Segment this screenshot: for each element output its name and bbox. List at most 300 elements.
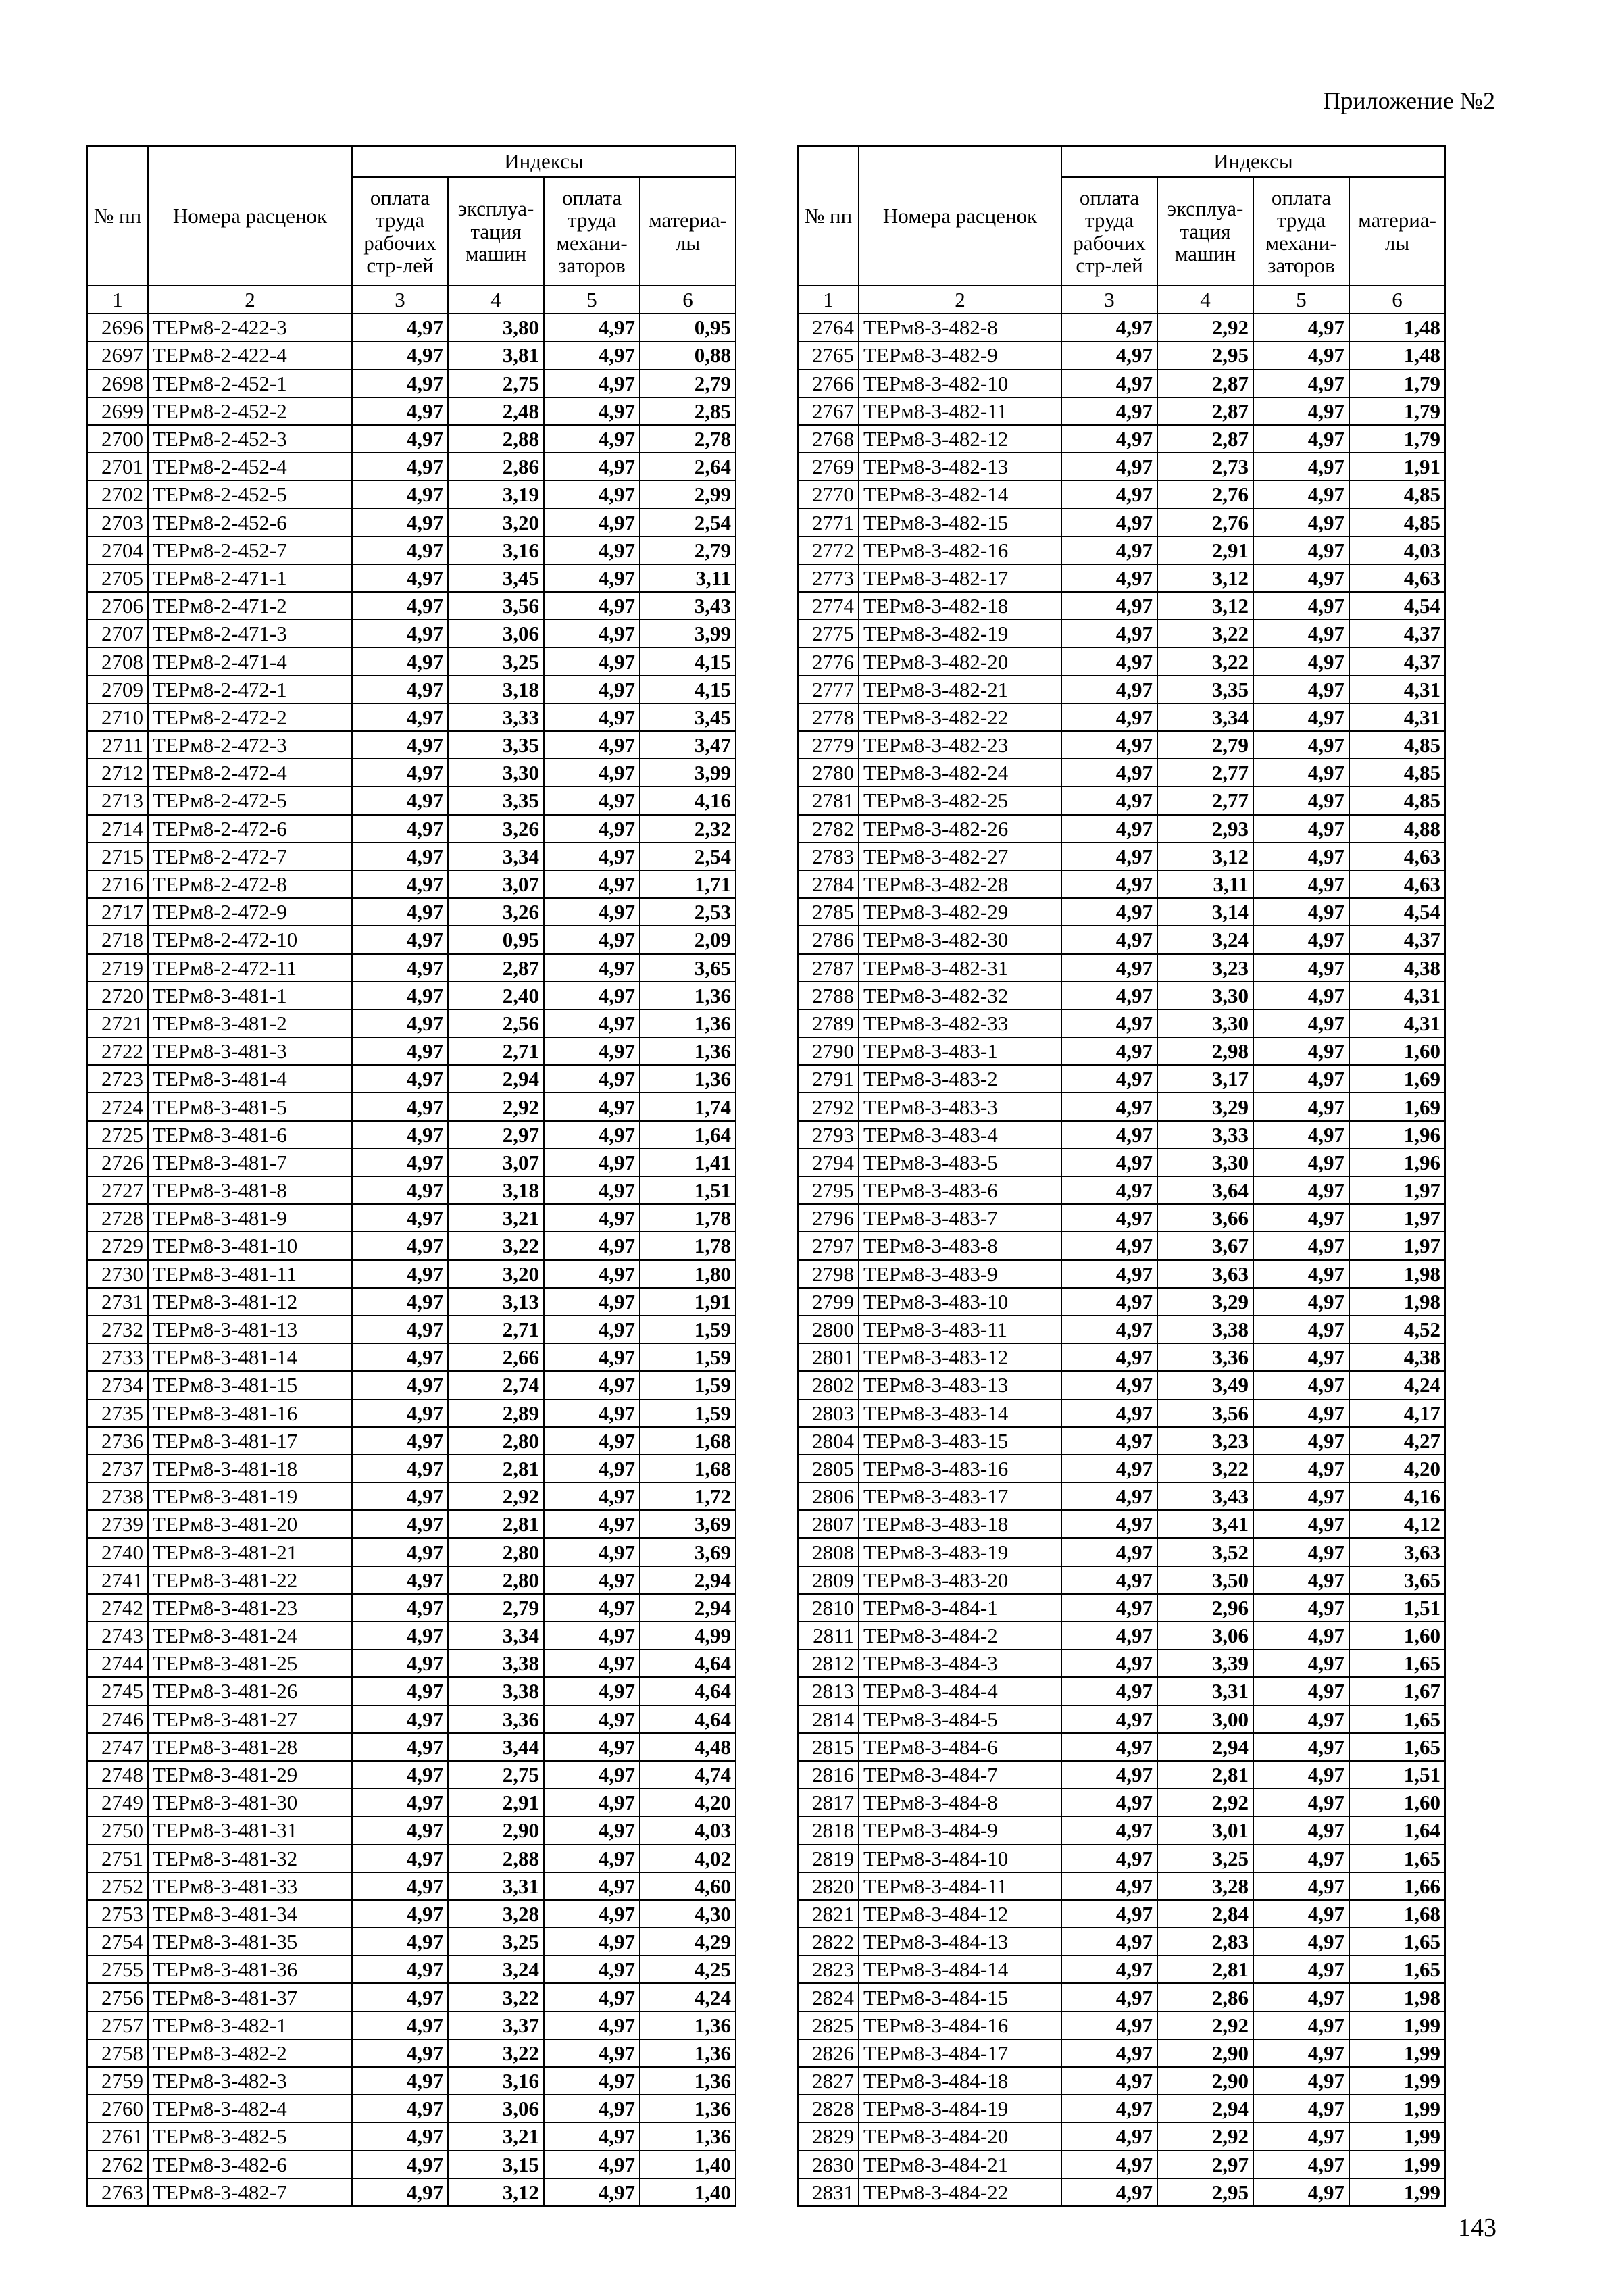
materials-index: 3,69 xyxy=(640,1510,736,1538)
materials-index: 4,99 xyxy=(640,1622,736,1649)
labor-index: 4,97 xyxy=(1061,2067,1157,2095)
table-row xyxy=(87,1594,736,1622)
mech-index: 4,97 xyxy=(1253,509,1349,536)
materials-index: 4,63 xyxy=(1349,564,1445,592)
row-number: 2734 xyxy=(87,1371,148,1399)
labor-index: 4,97 xyxy=(1061,1427,1157,1455)
rate-code: ТЕРм8-3-481-13 xyxy=(148,1316,352,1343)
labor-index: 4,97 xyxy=(352,926,448,953)
labor-index: 4,97 xyxy=(1061,2039,1157,2067)
labor-index: 4,97 xyxy=(352,2039,448,2067)
row-number: 2798 xyxy=(798,1260,859,1288)
row-number: 2709 xyxy=(87,676,148,703)
row-number: 2754 xyxy=(87,1928,148,1955)
materials-index: 4,38 xyxy=(1349,1343,1445,1371)
materials-index: 1,60 xyxy=(1349,1789,1445,1816)
table-row xyxy=(87,954,736,982)
materials-index: 4,63 xyxy=(1349,843,1445,870)
mech-index: 4,97 xyxy=(1253,480,1349,508)
table-row xyxy=(87,2178,736,2206)
materials-index: 1,60 xyxy=(1349,1622,1445,1649)
machines-index: 2,88 xyxy=(448,425,544,453)
mech-index: 4,97 xyxy=(544,536,640,564)
materials-index: 2,54 xyxy=(640,509,736,536)
labor-index: 4,97 xyxy=(1061,620,1157,647)
mech-index: 4,97 xyxy=(544,2151,640,2178)
rate-code: ТЕРм8-3-484-8 xyxy=(859,1789,1061,1816)
labor-index: 4,97 xyxy=(352,1149,448,1176)
table-row xyxy=(87,2067,736,2095)
labor-index: 4,97 xyxy=(1061,2095,1157,2122)
rate-code: ТЕРм8-2-471-1 xyxy=(148,564,352,592)
machines-index: 3,38 xyxy=(1157,1316,1253,1343)
machines-index: 3,67 xyxy=(1157,1232,1253,1259)
rate-code: ТЕРм8-3-482-27 xyxy=(859,843,1061,870)
rate-code: ТЕРм8-3-484-10 xyxy=(859,1845,1061,1872)
mech-index: 4,97 xyxy=(1253,1649,1349,1677)
labor-index: 4,97 xyxy=(352,1343,448,1371)
rate-code: ТЕРм8-3-482-17 xyxy=(859,564,1061,592)
row-number: 2811 xyxy=(798,1622,859,1649)
labor-index: 4,97 xyxy=(1061,2151,1157,2178)
materials-index: 1,36 xyxy=(640,2095,736,2122)
machines-index: 3,22 xyxy=(448,1983,544,2011)
col-header-pp: № пп xyxy=(87,146,148,286)
row-number: 2777 xyxy=(798,676,859,703)
header-line: заторов xyxy=(1267,253,1335,277)
machines-index: 3,28 xyxy=(1157,1872,1253,1900)
machines-index: 2,79 xyxy=(448,1594,544,1622)
table-row xyxy=(798,592,1445,620)
materials-index: 4,64 xyxy=(640,1649,736,1677)
materials-index: 1,65 xyxy=(1349,1649,1445,1677)
machines-index: 3,12 xyxy=(1157,564,1253,592)
rate-code: ТЕРм8-3-484-9 xyxy=(859,1816,1061,1844)
machines-index: 2,93 xyxy=(1157,815,1253,843)
materials-index: 1,65 xyxy=(1349,1733,1445,1761)
mech-index: 4,97 xyxy=(544,509,640,536)
machines-index: 3,81 xyxy=(448,341,544,369)
mech-index: 4,97 xyxy=(1253,1872,1349,1900)
table-row xyxy=(87,1482,736,1510)
labor-index: 4,97 xyxy=(352,676,448,703)
materials-index: 1,96 xyxy=(1349,1121,1445,1149)
mech-index: 4,97 xyxy=(1253,1093,1349,1120)
machines-index: 3,35 xyxy=(448,731,544,759)
header-line: механи- xyxy=(1265,230,1337,255)
table-row xyxy=(798,843,1445,870)
machines-index: 3,33 xyxy=(448,703,544,731)
table-row xyxy=(87,1510,736,1538)
mech-index: 4,97 xyxy=(1253,2122,1349,2150)
materials-index: 1,66 xyxy=(1349,1872,1445,1900)
table-row xyxy=(87,2122,736,2150)
row-number: 2703 xyxy=(87,509,148,536)
labor-index: 4,97 xyxy=(1061,592,1157,620)
rate-code: ТЕРм8-3-484-22 xyxy=(859,2178,1061,2206)
table-row xyxy=(798,1900,1445,1928)
rate-code: ТЕРм8-3-483-2 xyxy=(859,1065,1061,1093)
rate-code: ТЕРм8-3-484-20 xyxy=(859,2122,1061,2150)
row-number: 2821 xyxy=(798,1900,859,1928)
header-line: труда xyxy=(375,208,425,232)
rate-code: ТЕРм8-3-483-4 xyxy=(859,1121,1061,1149)
row-number: 2715 xyxy=(87,843,148,870)
labor-index: 4,97 xyxy=(1061,703,1157,731)
machines-index: 2,94 xyxy=(448,1065,544,1093)
mech-index: 4,97 xyxy=(1253,564,1349,592)
machines-index: 3,56 xyxy=(1157,1399,1253,1427)
rate-code: ТЕРм8-2-471-3 xyxy=(148,620,352,647)
row-number: 2712 xyxy=(87,759,148,787)
row-number: 2818 xyxy=(798,1816,859,1844)
labor-index: 4,97 xyxy=(352,1928,448,1955)
mech-index: 4,97 xyxy=(1253,1149,1349,1176)
machines-index: 3,20 xyxy=(448,509,544,536)
row-number: 2823 xyxy=(798,1955,859,1983)
mech-index: 4,97 xyxy=(1253,1705,1349,1733)
table-row xyxy=(798,1845,1445,1872)
materials-index: 1,98 xyxy=(1349,1260,1445,1288)
materials-index: 1,51 xyxy=(1349,1594,1445,1622)
labor-index: 4,97 xyxy=(1061,1761,1157,1789)
table-row xyxy=(87,1149,736,1176)
mech-index: 4,97 xyxy=(544,1816,640,1844)
rate-code: ТЕРм8-3-484-19 xyxy=(859,2095,1061,2122)
labor-index: 4,97 xyxy=(1061,898,1157,926)
labor-index: 4,97 xyxy=(352,759,448,787)
mech-index: 4,97 xyxy=(544,1343,640,1371)
table-row xyxy=(798,564,1445,592)
mech-index: 4,97 xyxy=(544,954,640,982)
materials-index: 1,91 xyxy=(640,1288,736,1316)
mech-index: 4,97 xyxy=(1253,676,1349,703)
materials-index: 1,65 xyxy=(1349,1845,1445,1872)
rate-code: ТЕРм8-3-482-6 xyxy=(148,2151,352,2178)
rate-code: ТЕРм8-3-484-14 xyxy=(859,1955,1061,1983)
labor-index: 4,97 xyxy=(1061,1232,1157,1259)
rate-code: ТЕРм8-3-483-3 xyxy=(859,1093,1061,1120)
mech-index: 4,97 xyxy=(1253,370,1349,397)
rate-code: ТЕРм8-3-484-4 xyxy=(859,1677,1061,1705)
rate-code: ТЕРм8-2-472-10 xyxy=(148,926,352,953)
table-row xyxy=(87,1677,736,1705)
labor-index: 4,97 xyxy=(352,1455,448,1482)
col-header-materials xyxy=(1349,177,1445,286)
machines-index: 2,76 xyxy=(1157,509,1253,536)
materials-index: 3,99 xyxy=(640,759,736,787)
materials-index: 4,24 xyxy=(640,1983,736,2011)
mech-index: 4,97 xyxy=(1253,898,1349,926)
header-line: рабочих xyxy=(1073,230,1146,255)
row-number: 2720 xyxy=(87,982,148,1009)
materials-index: 4,52 xyxy=(1349,1316,1445,1343)
mech-index: 4,97 xyxy=(544,2039,640,2067)
rate-code: ТЕРм8-2-422-4 xyxy=(148,341,352,369)
rate-code: ТЕРм8-3-481-37 xyxy=(148,1983,352,2011)
materials-index: 2,78 xyxy=(640,425,736,453)
materials-index: 1,99 xyxy=(1349,2067,1445,2095)
row-number: 2781 xyxy=(798,787,859,814)
row-number: 2831 xyxy=(798,2178,859,2206)
rate-code: ТЕРм8-2-472-3 xyxy=(148,731,352,759)
machines-index: 3,52 xyxy=(1157,1538,1253,1566)
mech-index: 4,97 xyxy=(1253,2067,1349,2095)
col-number: 5 xyxy=(544,286,640,314)
labor-index: 4,97 xyxy=(352,1232,448,1259)
machines-index: 2,81 xyxy=(448,1455,544,1482)
mech-index: 4,97 xyxy=(544,815,640,843)
row-number: 2763 xyxy=(87,2178,148,2206)
mech-index: 4,97 xyxy=(1253,620,1349,647)
mech-index: 4,97 xyxy=(1253,1455,1349,1482)
table-row xyxy=(87,2095,736,2122)
rate-code: ТЕРм8-3-484-3 xyxy=(859,1649,1061,1677)
header-line: эксплуа- xyxy=(457,197,534,221)
table-row xyxy=(798,341,1445,369)
labor-index: 4,97 xyxy=(1061,1316,1157,1343)
mech-index: 4,97 xyxy=(544,2122,640,2150)
mech-index: 4,97 xyxy=(544,843,640,870)
col-header-labor xyxy=(352,177,448,286)
materials-index: 4,85 xyxy=(1349,731,1445,759)
table-row xyxy=(798,1816,1445,1844)
row-number: 2802 xyxy=(798,1371,859,1399)
machines-index: 2,92 xyxy=(1157,2122,1253,2150)
table-row xyxy=(798,1260,1445,1288)
row-number: 2743 xyxy=(87,1622,148,1649)
row-number: 2819 xyxy=(798,1845,859,1872)
table-row xyxy=(87,1538,736,1566)
labor-index: 4,97 xyxy=(1061,1176,1157,1204)
row-number: 2714 xyxy=(87,815,148,843)
materials-index: 1,96 xyxy=(1349,1149,1445,1176)
machines-index: 3,34 xyxy=(448,1622,544,1649)
table-row xyxy=(798,2178,1445,2206)
labor-index: 4,97 xyxy=(1061,1566,1157,1594)
materials-index: 4,63 xyxy=(1349,870,1445,898)
machines-index: 3,39 xyxy=(1157,1649,1253,1677)
labor-index: 4,97 xyxy=(352,314,448,341)
col-number: 4 xyxy=(448,286,544,314)
row-number: 2827 xyxy=(798,2067,859,2095)
mech-index: 4,97 xyxy=(544,1705,640,1733)
machines-index: 0,95 xyxy=(448,926,544,953)
machines-index: 2,84 xyxy=(1157,1900,1253,1928)
materials-index: 4,02 xyxy=(640,1845,736,1872)
row-number: 2731 xyxy=(87,1288,148,1316)
rate-code: ТЕРм8-3-482-16 xyxy=(859,536,1061,564)
machines-index: 2,88 xyxy=(448,1845,544,1872)
row-number: 2785 xyxy=(798,898,859,926)
mech-index: 4,97 xyxy=(544,703,640,731)
materials-index: 3,47 xyxy=(640,731,736,759)
materials-index: 1,69 xyxy=(1349,1065,1445,1093)
materials-index: 1,78 xyxy=(640,1204,736,1232)
mech-index: 4,97 xyxy=(1253,1204,1349,1232)
machines-index: 2,87 xyxy=(1157,397,1253,425)
materials-index: 1,79 xyxy=(1349,425,1445,453)
table-row xyxy=(87,843,736,870)
table-row xyxy=(87,1065,736,1093)
table-row xyxy=(798,1872,1445,1900)
row-number: 2773 xyxy=(798,564,859,592)
rate-code: ТЕРм8-3-481-29 xyxy=(148,1761,352,1789)
machines-index: 3,16 xyxy=(448,2067,544,2095)
row-number: 2813 xyxy=(798,1677,859,1705)
labor-index: 4,97 xyxy=(352,536,448,564)
mech-index: 4,97 xyxy=(1253,1677,1349,1705)
labor-index: 4,97 xyxy=(352,843,448,870)
row-number: 2748 xyxy=(87,1761,148,1789)
row-number: 2787 xyxy=(798,954,859,982)
mech-index: 4,97 xyxy=(1253,647,1349,675)
machines-index: 3,30 xyxy=(1157,982,1253,1009)
mech-index: 4,97 xyxy=(544,480,640,508)
labor-index: 4,97 xyxy=(352,1789,448,1816)
machines-index: 3,28 xyxy=(448,1900,544,1928)
table-row xyxy=(798,1677,1445,1705)
machines-index: 2,91 xyxy=(1157,536,1253,564)
rate-code: ТЕРм8-3-481-33 xyxy=(148,1872,352,1900)
machines-index: 2,98 xyxy=(1157,1037,1253,1065)
mech-index: 4,97 xyxy=(544,1677,640,1705)
machines-index: 3,21 xyxy=(448,2122,544,2150)
materials-index: 1,78 xyxy=(640,1232,736,1259)
table-row xyxy=(87,870,736,898)
rate-code: ТЕРм8-3-482-29 xyxy=(859,898,1061,926)
machines-index: 2,81 xyxy=(1157,1761,1253,1789)
materials-index: 0,95 xyxy=(640,314,736,341)
rate-code: ТЕРм8-3-484-7 xyxy=(859,1761,1061,1789)
materials-index: 2,85 xyxy=(640,397,736,425)
rate-code: ТЕРм8-3-483-6 xyxy=(859,1176,1061,1204)
materials-index: 1,68 xyxy=(640,1427,736,1455)
mech-index: 4,97 xyxy=(544,1955,640,1983)
labor-index: 4,97 xyxy=(1061,1288,1157,1316)
labor-index: 4,97 xyxy=(352,2095,448,2122)
machines-index: 2,66 xyxy=(448,1343,544,1371)
table-row xyxy=(87,564,736,592)
mech-index: 4,97 xyxy=(1253,1733,1349,1761)
machines-index: 3,18 xyxy=(448,676,544,703)
labor-index: 4,97 xyxy=(1061,843,1157,870)
machines-index: 2,87 xyxy=(448,954,544,982)
table-row xyxy=(798,1510,1445,1538)
mech-index: 4,97 xyxy=(1253,1789,1349,1816)
rate-code: ТЕРм8-2-472-7 xyxy=(148,843,352,870)
col-number: 6 xyxy=(640,286,736,314)
header-line: рабочих xyxy=(363,230,436,255)
mech-index: 4,97 xyxy=(1253,1845,1349,1872)
mech-index: 4,97 xyxy=(1253,815,1349,843)
labor-index: 4,97 xyxy=(352,1872,448,1900)
table-row xyxy=(798,1649,1445,1677)
labor-index: 4,97 xyxy=(352,1900,448,1928)
rate-code: ТЕРм8-3-482-19 xyxy=(859,620,1061,647)
table-row xyxy=(87,1037,736,1065)
labor-index: 4,97 xyxy=(1061,1983,1157,2011)
rate-code: ТЕРм8-2-472-5 xyxy=(148,787,352,814)
labor-index: 4,97 xyxy=(1061,1649,1157,1677)
machines-index: 3,12 xyxy=(448,2178,544,2206)
labor-index: 4,97 xyxy=(1061,2178,1157,2206)
labor-index: 4,97 xyxy=(352,1816,448,1844)
rate-code: ТЕРм8-3-484-18 xyxy=(859,2067,1061,2095)
labor-index: 4,97 xyxy=(1061,509,1157,536)
materials-index: 1,64 xyxy=(640,1121,736,1149)
header-line: труда xyxy=(1276,208,1326,232)
materials-index: 4,03 xyxy=(1349,536,1445,564)
row-number: 2751 xyxy=(87,1845,148,1872)
row-number: 2825 xyxy=(798,2012,859,2039)
labor-index: 4,97 xyxy=(1061,1677,1157,1705)
labor-index: 4,97 xyxy=(1061,397,1157,425)
table-row xyxy=(798,1009,1445,1037)
row-number: 2700 xyxy=(87,425,148,453)
materials-index: 4,37 xyxy=(1349,620,1445,647)
rate-code: ТЕРм8-2-452-1 xyxy=(148,370,352,397)
rate-code: ТЕРм8-3-482-18 xyxy=(859,592,1061,620)
row-number: 2809 xyxy=(798,1566,859,1594)
labor-index: 4,97 xyxy=(1061,1371,1157,1399)
labor-index: 4,97 xyxy=(352,1009,448,1037)
table-row xyxy=(798,954,1445,982)
rate-code: ТЕРм8-3-481-2 xyxy=(148,1009,352,1037)
machines-index: 3,21 xyxy=(448,1204,544,1232)
rate-code: ТЕРм8-2-472-1 xyxy=(148,676,352,703)
labor-index: 4,97 xyxy=(1061,731,1157,759)
row-number: 2764 xyxy=(798,314,859,341)
machines-index: 3,31 xyxy=(1157,1677,1253,1705)
mech-index: 4,97 xyxy=(544,341,640,369)
table-row xyxy=(798,1149,1445,1176)
materials-index: 4,12 xyxy=(1349,1510,1445,1538)
table-row xyxy=(87,1176,736,1204)
mech-index: 4,97 xyxy=(544,2012,640,2039)
materials-index: 2,94 xyxy=(640,1594,736,1622)
table-row xyxy=(87,982,736,1009)
machines-index: 3,22 xyxy=(448,2039,544,2067)
labor-index: 4,97 xyxy=(352,1065,448,1093)
mech-index: 4,97 xyxy=(544,314,640,341)
labor-index: 4,97 xyxy=(352,341,448,369)
mech-index: 4,97 xyxy=(1253,1622,1349,1649)
materials-index: 4,25 xyxy=(640,1955,736,1983)
row-number: 2727 xyxy=(87,1176,148,1204)
rate-code: ТЕРм8-3-484-17 xyxy=(859,2039,1061,2067)
table-row xyxy=(87,592,736,620)
machines-index: 2,80 xyxy=(448,1538,544,1566)
labor-index: 4,97 xyxy=(352,815,448,843)
header-line: механи- xyxy=(556,230,628,255)
mech-index: 4,97 xyxy=(1253,2151,1349,2178)
mech-index: 4,97 xyxy=(544,1845,640,1872)
materials-index: 1,97 xyxy=(1349,1232,1445,1259)
materials-index: 1,65 xyxy=(1349,1705,1445,1733)
mech-index: 4,97 xyxy=(544,1733,640,1761)
materials-index: 3,65 xyxy=(1349,1566,1445,1594)
table-row xyxy=(87,1622,736,1649)
labor-index: 4,97 xyxy=(1061,1260,1157,1288)
materials-index: 4,48 xyxy=(640,1733,736,1761)
machines-index: 3,30 xyxy=(1157,1009,1253,1037)
mech-index: 4,97 xyxy=(1253,1983,1349,2011)
machines-index: 3,38 xyxy=(448,1677,544,1705)
labor-index: 4,97 xyxy=(1061,954,1157,982)
col-number: 5 xyxy=(1253,286,1349,314)
labor-index: 4,97 xyxy=(1061,1733,1157,1761)
